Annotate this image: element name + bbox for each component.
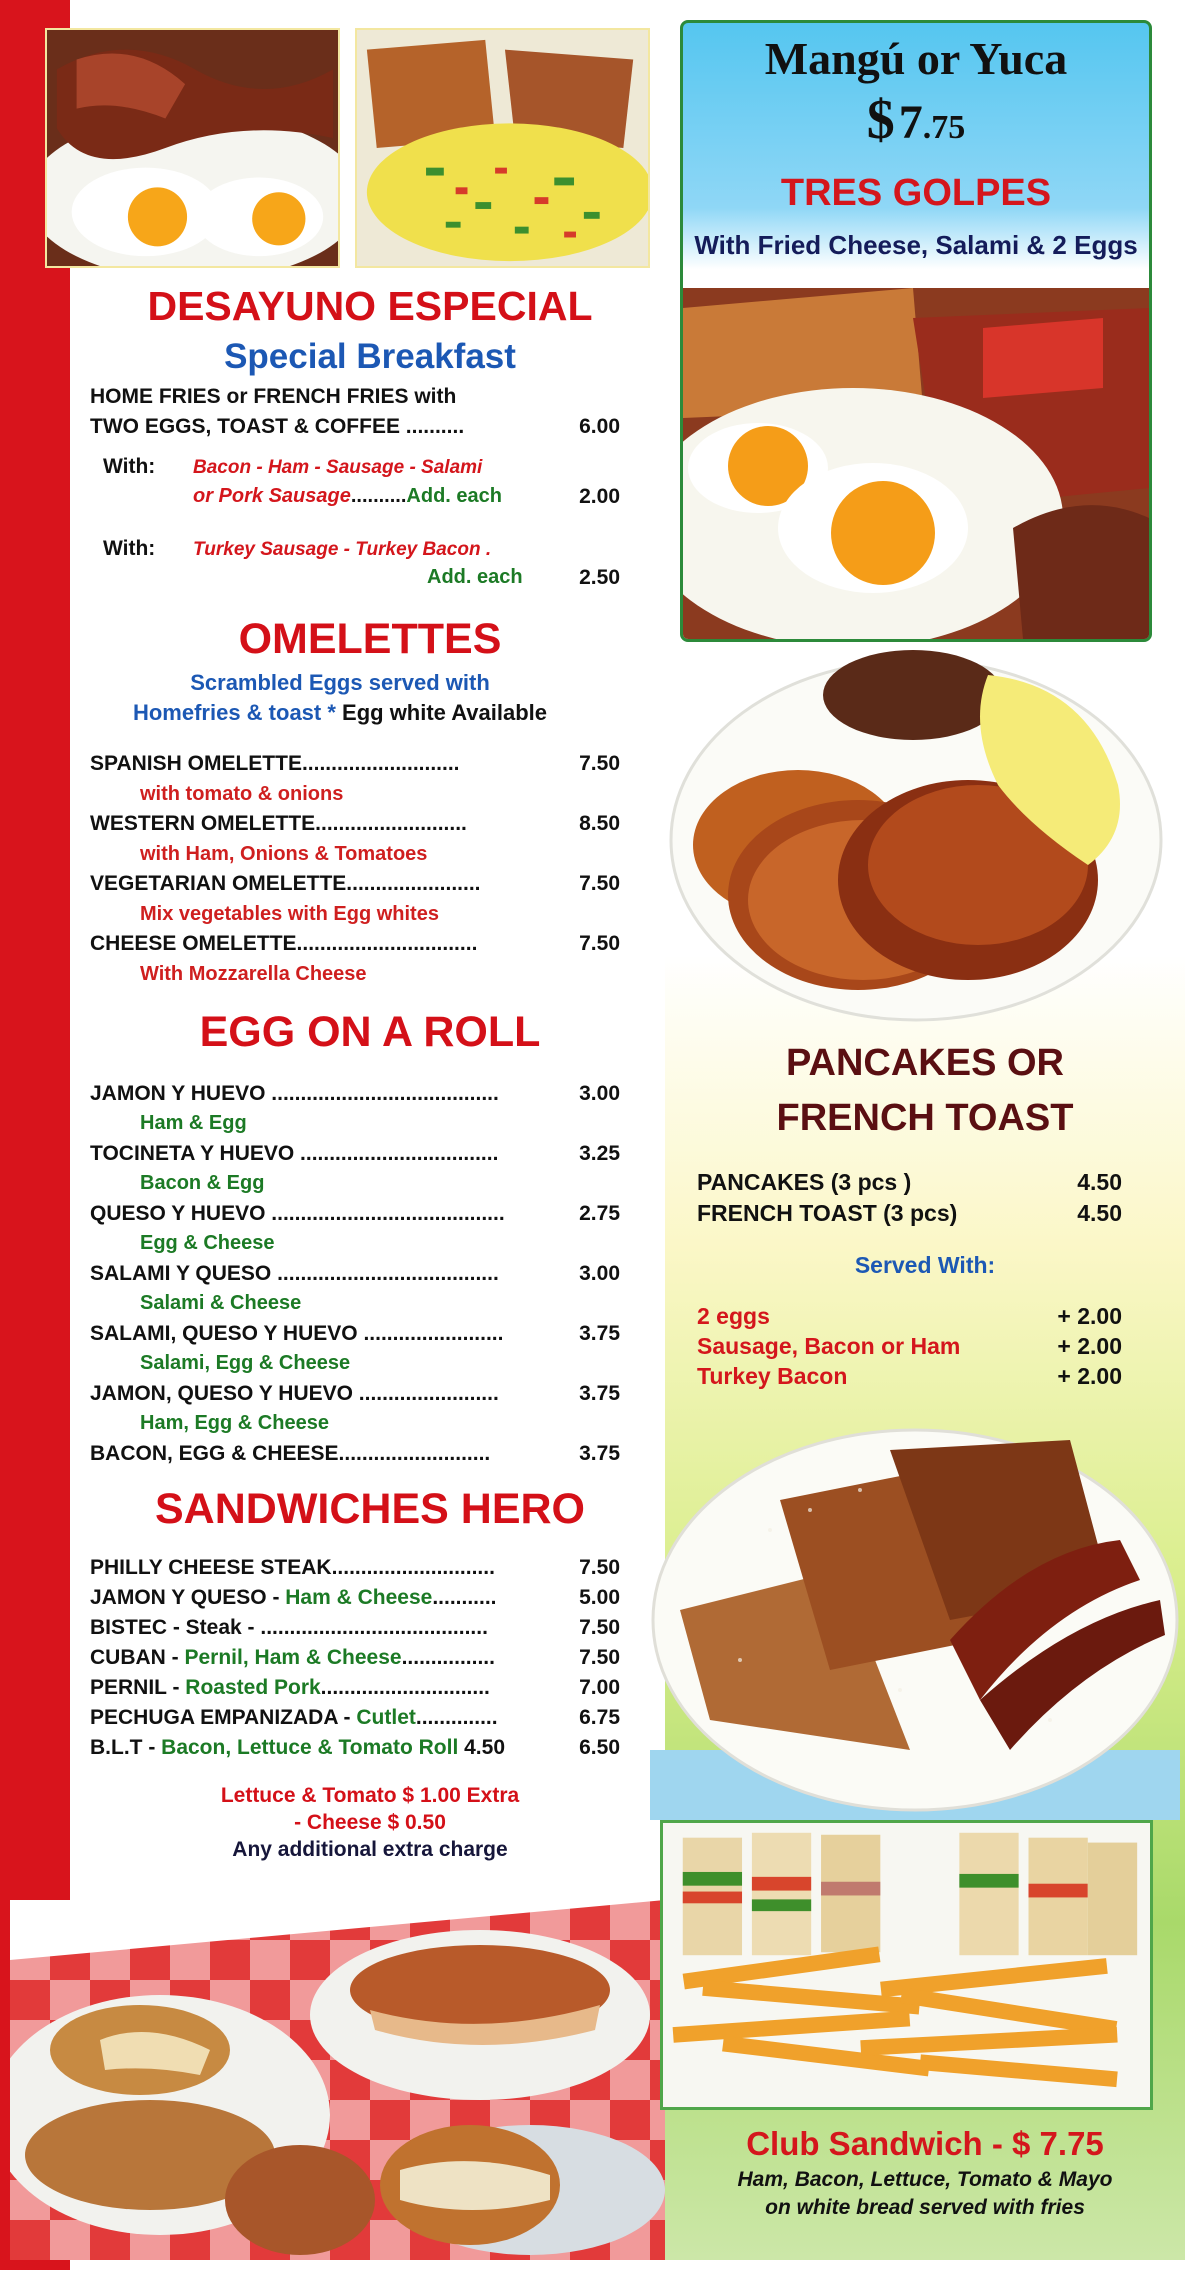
jamon-queso-y-huevo: JAMON, QUESO Y HUEVO ........................ 3.75 [90,1382,620,1405]
desayuno-subtitle: Special Breakfast [224,337,516,376]
tocineta-y-huevo: TOCINETA Y HUEVO .................................. 3.25 [90,1142,620,1165]
desayuno-title: DESAYUNO ESPECIAL [147,283,593,329]
tres-golpes: TRES GOLPES [780,172,1052,214]
sandwich-note-1: Lettuce & Tomato $ 1.00 Extra [220,1784,520,1807]
jamon-y-huevo-desc: Ham & Egg [140,1112,247,1134]
cheese-omelette: CHEESE OMELETTE............................... 7.50 [90,932,620,955]
extra-sausage: Sausage, Bacon or Ham + 2.00 [697,1333,1122,1359]
sandwich-note-3: Any additional extra charge [232,1838,508,1861]
omelettes-title: OMELETTES [238,615,502,663]
salami-y-queso-desc: Salami & Cheese [140,1292,302,1314]
club-sandwich-desc-1: Ham, Bacon, Lettuce, Tomato & Mayo [737,2168,1113,2191]
tres-golpes-photo [683,288,1149,639]
jamon-y-huevo: JAMON Y HUEVO ....................................... 3.00 [90,1082,620,1105]
pancakes-item: PANCAKES (3 pcs ) 4.50 [697,1169,1122,1195]
vegetarian-omelette: VEGETARIAN OMELETTE....................... 7.50 [90,872,620,895]
pancakes-title-1: PANCAKES OR [786,1042,1064,1084]
jamon-queso-y-huevo-desc: Ham, Egg & Cheese [140,1412,329,1434]
philly-cheese-steak: PHILLY CHEESE STEAK............................ 7.50 [90,1556,620,1579]
omelette-photo [355,28,650,268]
western-omelette: WESTERN OMELETTE.......................... 8.50 [90,812,620,835]
vegetarian-omelette-desc: Mix vegetables with Egg whites [140,903,439,925]
blt: B.L.T - Bacon, Lettuce & Tomato Roll 4.50 6.50 [90,1736,620,1759]
spanish-omelette-desc: with tomato & onions [140,783,344,805]
egg-roll-title: EGG ON A ROLL [199,1008,541,1056]
spanish-omelette: SPANISH OMELETTE........................... 7.50 [90,752,620,775]
option-1-line-a: Bacon - Ham - Sausage - Salami [193,457,483,478]
option-1-line-b: or Pork Sausage..........Add. each 2.00 [193,485,620,508]
french-toast-item: FRENCH TOAST (3 pcs) 4.50 [697,1200,1122,1226]
french-toast-photo [650,1420,1180,1820]
queso-y-huevo-desc: Egg & Cheese [140,1232,275,1254]
sandwiches-title: SANDWICHES HERO [154,1485,586,1533]
extra-2-eggs: 2 eggs + 2.00 [697,1303,1122,1329]
cuban: CUBAN - Pernil, Ham & Cheese................ 7.50 [90,1646,620,1669]
salami-queso-y-huevo-desc: Salami, Egg & Cheese [140,1352,351,1374]
eggs-bacon-photo [45,28,340,268]
western-omelette-desc: with Ham, Onions & Tomatoes [140,843,428,865]
breakfast-combo-price: 6.00 [579,415,620,438]
tres-golpes-desc: With Fried Cheese, Salami & 2 Eggs [694,230,1138,260]
pechuga-empanizada: PECHUGA EMPANIZADA - Cutlet.............. 6.75 [90,1706,620,1729]
club-sandwich-desc-2: on white bread served with fries [765,2196,1085,2219]
queso-y-huevo: QUESO Y HUEVO ........................................ 2.75 [90,1202,620,1225]
option-2-line-b: Add. each 2.50 [427,566,620,589]
extra-turkey-bacon: Turkey Bacon + 2.00 [697,1363,1122,1389]
breakfast-line-1: HOME FRIES or FRENCH FRIES with [90,385,457,408]
mangu-title: Mangú or Yuca [764,33,1068,84]
club-sandwich-photo [660,1820,1153,2110]
hero-sandwiches-photo [10,1900,665,2260]
with-option-2-label: With: [103,537,156,560]
omelettes-sub-2: Homefries & toast * Egg white Available [132,700,548,725]
cheese-omelette-desc: With Mozzarella Cheese [140,963,367,985]
tocineta-y-huevo-desc: Bacon & Egg [140,1172,265,1194]
option-2-price: 2.50 [579,566,620,589]
jamon-y-queso: JAMON Y QUESO - Ham & Cheese........... 5.00 [90,1586,620,1609]
bacon-egg-cheese: BACON, EGG & CHEESE.......................... 3.75 [90,1442,620,1465]
mangu-price: $ 7.75 [866,89,966,151]
salami-y-queso: SALAMI Y QUESO ...................................... 3.00 [90,1262,620,1285]
option-2-line-a: Turkey Sausage - Turkey Bacon . [193,539,492,560]
pernil: PERNIL - Roasted Pork............................. 7.00 [90,1676,620,1699]
pancakes-photo [668,645,1165,1025]
omelettes-sub-1: Scrambled Eggs served with [190,670,490,695]
breakfast-combo-name: TWO EGGS, TOAST & COFFEE [90,415,400,438]
option-1-price: 2.00 [579,485,620,508]
breakfast-combo: TWO EGGS, TOAST & COFFEE .......... 6.00 [90,415,620,438]
salami-queso-y-huevo: SALAMI, QUESO Y HUEVO ........................ 3.75 [90,1322,620,1345]
sandwich-note-2: - Cheese $ 0.50 [294,1811,446,1834]
club-sandwich-title: Club Sandwich - $ 7.75 [746,2125,1104,2162]
bistec: BISTEC - Steak - ....................................... 7.50 [90,1616,620,1639]
served-with: Served With: [854,1252,996,1278]
with-option-1-label: With: [103,455,156,478]
pancakes-title-2: FRENCH TOAST [776,1097,1074,1139]
